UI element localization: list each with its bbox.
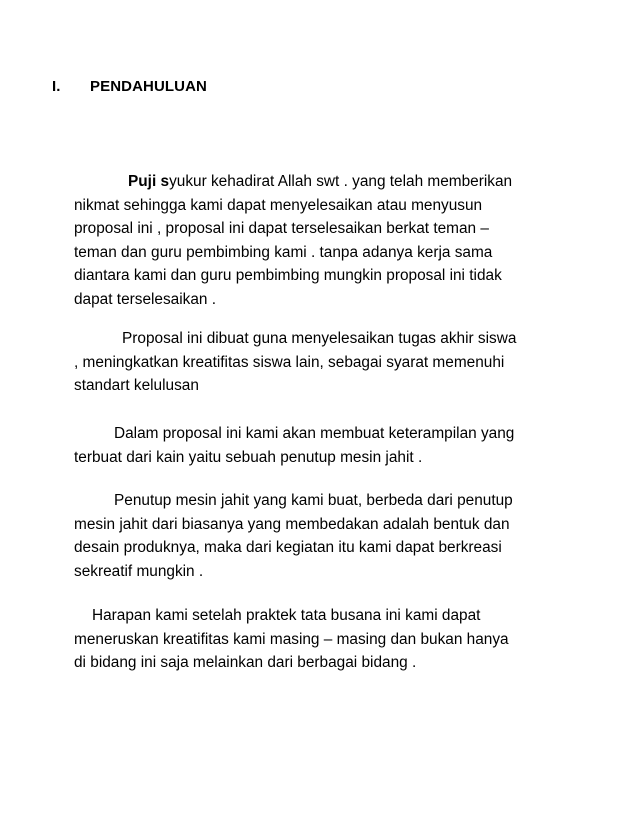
paragraph-line: mesin jahit dari biasanya yang membedakan adalah bentuk dan [74,515,510,533]
paragraph-line: di bidang ini saja melainkan dari berbagai bidang . [74,654,417,671]
paragraph-intro [74,170,574,311]
paragraph-line: Harapan kami setelah praktek tata busana ini kami dapat [92,607,481,624]
paragraph-line: desain produknya, maka dari kegiatan itu kami dapat berkreasi [74,539,502,556]
paragraph-purpose [74,327,574,398]
paragraph-line: Penutup mesin jahit yang kami buat, berbeda dari penutup [114,492,513,509]
paragraph-line: teman dan guru pembimbing kami . tanpa adanya kerja sama [74,243,493,261]
paragraph-product [74,489,574,583]
paragraph-line: proposal ini , proposal ini dapat terselesaikan berkat teman – [74,220,489,237]
paragraph-line: Dalam proposal ini kami akan membuat keterampilan yang [114,425,515,442]
paragraph-hope [74,604,574,675]
paragraph-line: sekreatif mungkin . [74,562,204,580]
paragraph-line: Proposal ini dibuat guna menyelesaikan tugas akhir siswa [122,330,517,347]
bold-lead-text: Puji s [128,173,170,190]
paragraph-line: diantara kami dan guru pembimbing mungkin proposal ini tidak [74,267,502,284]
paragraph-line: nikmat sehingga kami dapat menyelesaikan atau menyusun [74,196,483,214]
paragraph-line: standart kelulusan [74,377,199,394]
section-heading [52,78,207,95]
paragraph-line: Puji syukur kehadirat Allah swt . yang telah memberikan [128,173,513,190]
paragraph-plan [74,422,574,469]
section-number: I. [52,78,61,95]
section-title: PENDAHULUAN [90,78,207,95]
paragraph-line: meneruskan kreatifitas kami masing – masing dan bukan hanya [74,630,509,648]
paragraph-line: dapat terselesaikan . [74,290,217,308]
paragraph-line: terbuat dari kain yaitu sebuah penutup mesin jahit . [74,448,423,466]
paragraph-line: , meningkatkan kreatifitas siswa lain, sebagai syarat memenuhi [74,353,505,371]
